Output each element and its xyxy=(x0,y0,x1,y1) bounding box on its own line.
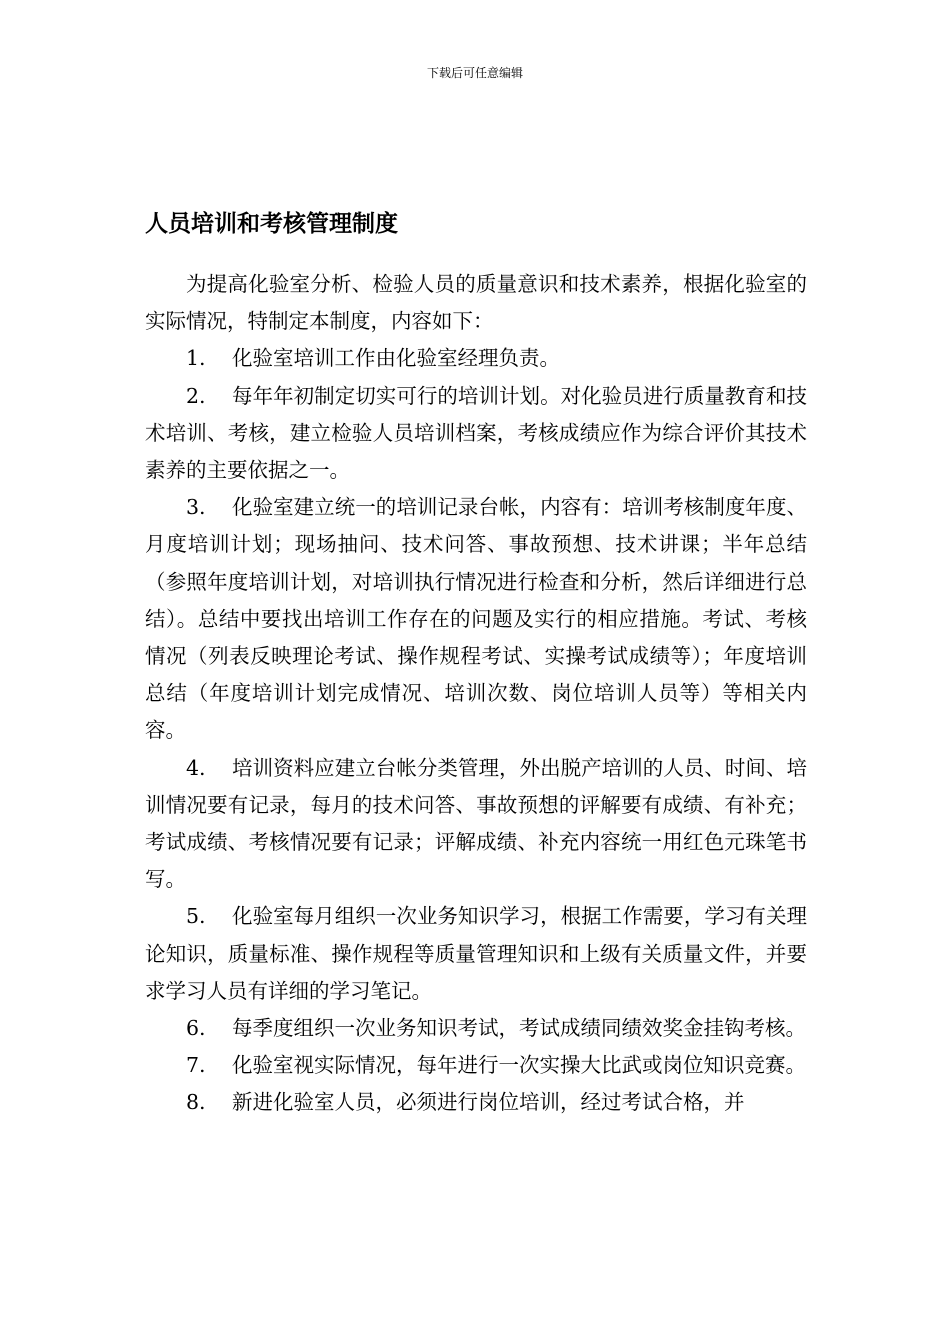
item-number: 3. xyxy=(186,495,206,520)
list-item xyxy=(145,1010,807,1047)
item-number: 7. xyxy=(186,1053,206,1078)
item-text: 新进化验室人员，必须进行岗位培训，经过考试合格，并 xyxy=(232,1090,745,1115)
page-header xyxy=(0,64,950,82)
item-text: 每年年初制定切实可行的培训计划。对化验员进行质量教育和技术培训、考核，建立检验人员培训档案，考核成绩应作为综合评价其技术素养的主要依据之一。 xyxy=(145,383,807,483)
intro-paragraph: 为提高化验室分析、检验人员的质量意识和技术素养，根据化验室的实际情况，特制定本制度，内容如下： xyxy=(145,272,807,334)
item-number: 1. xyxy=(186,346,206,371)
item-number: 8. xyxy=(186,1090,206,1115)
list-item xyxy=(145,489,807,749)
item-number: 6. xyxy=(186,1016,206,1041)
item-text: 化验室每月组织一次业务知识学习，根据工作需要，学习有关理论知识，质量标准、操作规程等质量管理知识和上级有关质量文件，并要求学习人员有详细的学习笔记。 xyxy=(145,904,807,1003)
item-text: 化验室培训工作由化验室经理负责。 xyxy=(232,346,560,371)
list-item xyxy=(145,750,807,899)
item-text: 每季度组织一次业务知识考试，考试成绩同绩效奖金挂钩考核。 xyxy=(232,1016,806,1041)
list-item xyxy=(145,378,807,490)
item-number: 2. xyxy=(186,383,206,408)
item-text: 化验室建立统一的培训记录台帐，内容有：培训考核制度年度、月度培训计划；现场抽问、技术问答、事故预想、技术讲课；半年总结（参照年度培训计划，对培训执行情况进行检查和分析，然后详细进行总结）。总结中要找出培训工作存在的问题及实行的相应措施。考试、考核情况（列表反映理论考试、操作规程考试、实操考试成绩等）；年度培训总结（年度培训计划完成情况、培训次数、岗位培训人员等）等相关内容。 xyxy=(145,495,807,743)
document-title: 人员培训和考核管理制度 xyxy=(145,211,398,237)
item-number: 5. xyxy=(186,904,206,929)
list-item xyxy=(145,340,807,377)
item-text: 培训资料应建立台帐分类管理，外出脱产培训的人员、时间、培训情况要有记录，每月的技术问答、事故预想的评解要有成绩、有补充；考试成绩、考核情况要有记录；评解成绩、补充内容统一用红色元珠笔书写。 xyxy=(145,755,807,892)
item-number: 4. xyxy=(186,755,206,780)
item-text: 化验室视实际情况，每年进行一次实操大比武或岗位知识竞赛。 xyxy=(232,1053,806,1078)
document-body xyxy=(145,266,807,1122)
list-item xyxy=(145,1047,807,1084)
list-item xyxy=(145,898,807,1010)
page-header-text: 下载后可任意编辑 xyxy=(426,66,523,80)
list-item xyxy=(145,1084,807,1121)
